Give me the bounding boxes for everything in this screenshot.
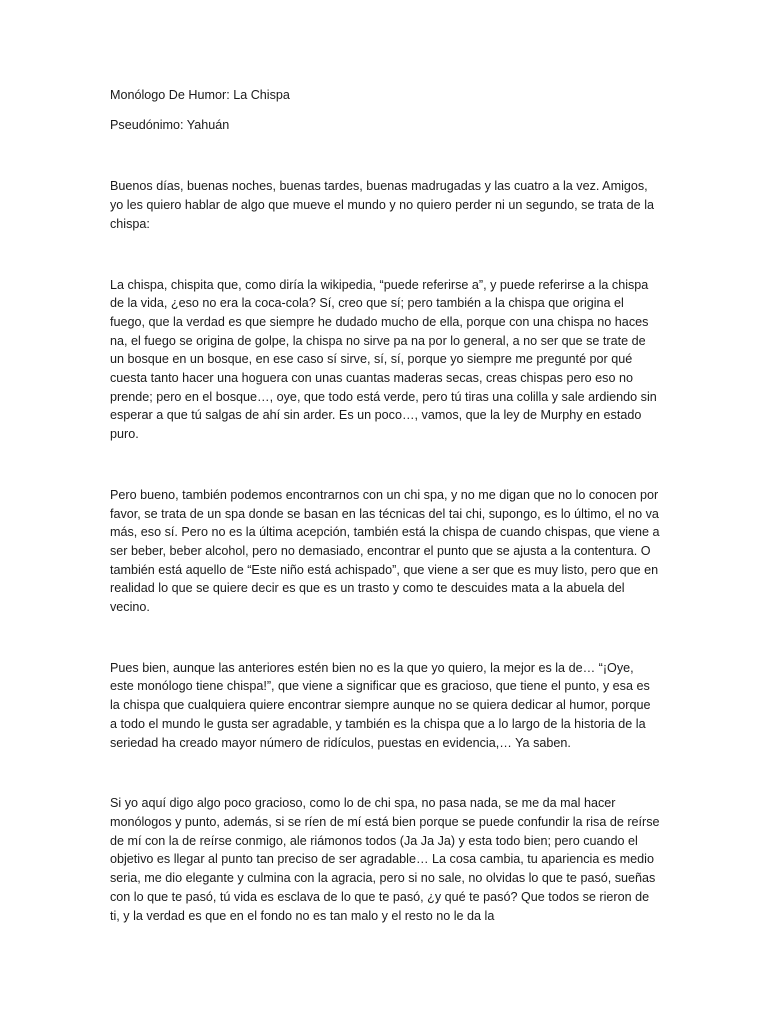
document-title: Monólogo De Humor: La Chispa	[110, 88, 290, 102]
paragraph-greeting: Buenos días, buenas noches, buenas tardes, buenas madrugadas y las cuatro a la vez. Amigos, yo les quiero hablar de algo que mueve el mundo y no quiero perder ni un segundo, se trata de la chispa:	[110, 179, 654, 231]
paragraph-chispa-definitions: La chispa, chispita que, como diría la wikipedia, “puede referirse a”, y puede referirse a la chispa de la vida, ¿eso no era la coca-cola? Sí, creo que sí; pero también a la chispa que origina el fuego, que la verdad es que siempre he dudado mucho de ella, porque con una chispa no haces na, el fuego se origina de golpe, la chispa no sirve pa na por lo general, a no ser que se trate de un bosque en un bosque, en ese caso sí sirve, sí, sí, porque yo siempre me pregunté por qué cuesta tanto hacer una hoguera con unas cuantas maderas secas, creas chispas pero eso no prende; pero en el bosque…, oye, que todo está verde, pero tú tiras una colilla y sale ardiendo sin esperar a que tú salgas de ahí sin arder. Es un poco…, vamos, que la ley de Murphy en estado puro.	[110, 277, 657, 442]
paragraph-monologo-chispa: Pues bien, aunque las anteriores estén bien no es la que yo quiero, la mejor es la de… “¡Oye, este monólogo tiene chispa!”, que viene a significar que es gracioso, que tiene el punto, y esa es la chispa que cualquiera quiere encontrar siempre aunque no se quiera dedicar al humor, porque a todo el mundo le gusta ser agradable, y también es la chispa que a lo largo de la historia de la seriedad ha creado mayor número de ridículos, puestas en evidencia,… Ya saben.	[110, 660, 651, 750]
document-body	[110, 82, 660, 925]
paragraph-chi-spa: Pero bueno, también podemos encontrarnos con un chi spa, y no me digan que no lo conocen por favor, se trata de un spa donde se basan en las técnicas del tai chi, supongo, es lo último, el no va más, eso sí. Pero no es la última acepción, también está la chispa de cuando chispas, que viene a ser beber, beber alcohol, pero no demasiado, encontrar el punto que se ajusta a la contentura. O también está aquello de “Este niño está achispado”, que viene a ser que es muy listo, pero que en realidad lo que se quiere decir es que es un trasto y como te descuides mata a la abuela del vecino.	[110, 487, 660, 615]
paragraph-poco-gracioso: Si yo aquí digo algo poco gracioso, como lo de chi spa, no pasa nada, se me da mal hacer monólogos y punto, además, si se ríen de mí está bien porque se puede confundir la risa de reírse de mí con la de reírse conmigo, ale riámonos todos (Ja Ja Ja) y esta todo bien; pero cuando el objetivo es llegar al punto tan preciso de ser agradable… La cosa cambia, tu apariencia es medio seria, me dio elegante y culmina con la agracia, pero si no sale, no olvidas lo que te pasó, sueñas con lo que te pasó, tú vida es esclava de lo que te pasó, ¿y qué te pasó? Que todos se rieron de ti, y la verdad es que en el fondo no es tan malo y el resto no le da la	[110, 796, 660, 923]
document-author: Pseudónimo: Yahuán	[110, 117, 230, 132]
